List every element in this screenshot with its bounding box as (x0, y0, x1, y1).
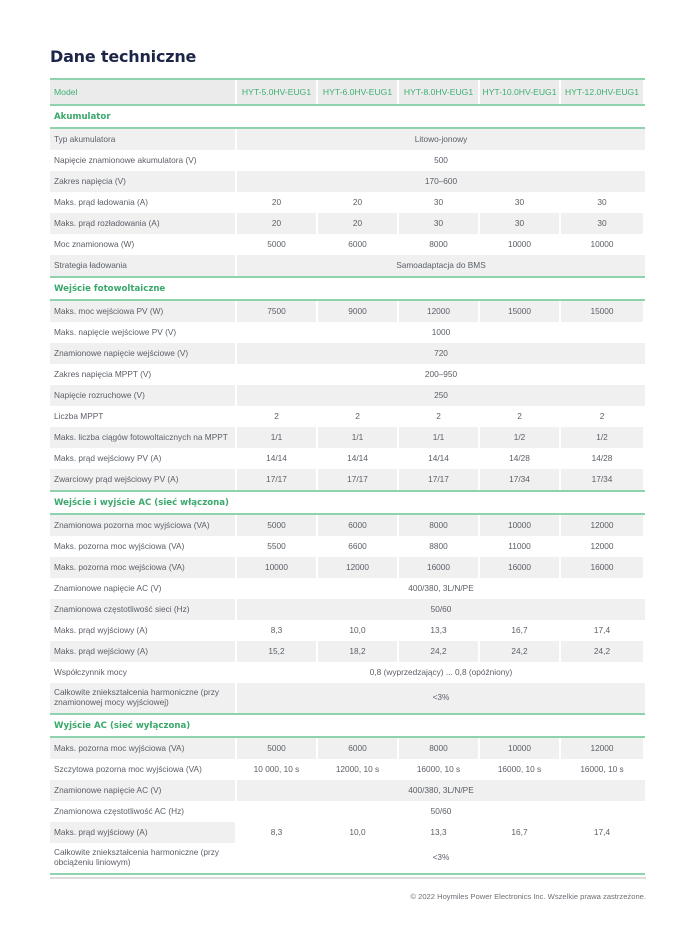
row-label: Napięcie znamionowe akumulatora (V) (54, 154, 197, 165)
table-row (50, 385, 645, 406)
row-label: Maks. liczba ciągów fotowoltaicznych na MPPT (50, 427, 235, 448)
table-row (50, 536, 645, 557)
row-value: 24,2 (561, 641, 643, 662)
row-value: 200–950 (424, 368, 458, 379)
table-row (50, 515, 645, 536)
row-value: 13,3 (430, 624, 447, 635)
table-row (50, 822, 645, 843)
row-label: Maks. prąd ładowania (A) (54, 196, 149, 207)
header-model-3: HYT-8.0HV-EUG1 (399, 80, 478, 104)
table-row (50, 557, 645, 578)
row-value: 15,2 (237, 641, 316, 662)
row-value: 6000 (348, 238, 367, 249)
row-label: Znamionowa częstotliwość AC (Hz) (54, 805, 185, 816)
table-row (50, 343, 645, 364)
row-value: 1/1 (237, 427, 316, 448)
row-value: 8800 (429, 540, 448, 551)
row-value: 1/1 (318, 427, 397, 448)
row-label: Maks. prąd wejściowy (A) (50, 641, 235, 662)
table-row (50, 364, 645, 385)
table-row (50, 759, 645, 780)
table-row (50, 192, 645, 213)
row-label: Napięcie rozruchowe (V) (50, 385, 235, 406)
row-value: 1/2 (480, 427, 559, 448)
table-row (50, 129, 645, 150)
row-value: 30 (561, 213, 643, 234)
row-value: 30 (433, 196, 444, 207)
row-value: 50/60 (237, 599, 645, 620)
table-row (50, 322, 645, 343)
table-bottom-rule (50, 873, 645, 875)
section-pv-title: Wejście fotowoltaiczne (50, 276, 645, 301)
table-row (50, 406, 645, 427)
row-label: Szczytowa pozorna moc wyjściowa (VA) (54, 763, 202, 774)
row-value: 2 (355, 410, 360, 421)
row-value: 30 (597, 196, 607, 207)
row-value: 5000 (267, 238, 286, 249)
table-row (50, 213, 645, 234)
row-value: 10 000, 10 s (253, 763, 300, 774)
row-value: 12000 (318, 557, 397, 578)
row-value: 17,4 (593, 624, 611, 635)
row-value: 15000 (561, 301, 643, 322)
row-value: 17/34 (480, 469, 559, 490)
row-value: 14/14 (347, 452, 368, 463)
row-value: 5000 (237, 738, 316, 759)
copyright-footer: © 2022 Hoymiles Power Electronics Inc. Wszelkie prawa zastrzeżone. (410, 892, 646, 901)
row-value: 20 (318, 213, 397, 234)
row-label: Maks. prąd rozładowania (A) (50, 213, 235, 234)
row-label: Znamionowe napięcie AC (V) (50, 780, 235, 801)
table-row (50, 662, 645, 683)
row-value: 400/380, 3L/N/PE (237, 780, 645, 801)
row-value: 14/28 (591, 452, 613, 463)
row-value: 8000 (429, 238, 448, 249)
row-value: 170–600 (237, 171, 645, 192)
row-label: Zakres napięcia MPPT (V) (54, 368, 152, 379)
row-value: 16000, 10 s (416, 763, 461, 774)
table-row (50, 801, 645, 822)
row-value: <3% (432, 852, 450, 863)
row-label: Całkowite zniekształcenia harmoniczne (przy obciążeniu liniowym) (54, 847, 220, 867)
row-value: 1/2 (561, 427, 643, 448)
row-value: 2 (436, 410, 441, 421)
row-value: 50/60 (430, 805, 452, 816)
row-value: 10,0 (349, 624, 366, 635)
table-row (50, 641, 645, 662)
row-label: Maks. pozorna moc wejściowa (VA) (50, 557, 235, 578)
row-value: 30 (480, 213, 559, 234)
row-value: 16000, 10 s (497, 763, 542, 774)
row-value: 17,4 (593, 826, 611, 837)
row-value: 12000 (399, 301, 478, 322)
row-label: Maks. prąd wejściowy PV (A) (54, 452, 162, 463)
row-value: 17/17 (399, 469, 478, 490)
row-value: 24,2 (399, 641, 478, 662)
row-value: 1000 (431, 326, 451, 337)
table-row (50, 599, 645, 620)
row-value: 500 (434, 154, 448, 165)
row-value: 30 (514, 196, 525, 207)
row-label: Znamionowe napięcie AC (V) (54, 582, 162, 593)
row-value: 0,8 (wyprzedzający) ... 0,8 (opóźniony) (369, 666, 513, 677)
row-value: 9000 (318, 301, 397, 322)
row-value: 8000 (399, 515, 478, 536)
table-header-row (50, 78, 645, 106)
row-label: Moc znamionowa (W) (54, 238, 135, 249)
row-value: 250 (237, 385, 645, 406)
row-value: 720 (237, 343, 645, 364)
row-label: Maks. pozorna moc wyjściowa (VA) (54, 540, 185, 551)
row-value: 13,3 (430, 826, 447, 837)
row-label: Typ akumulatora (50, 129, 235, 150)
row-label: Maks. prąd wyjściowy (A) (50, 822, 235, 843)
table-row (50, 427, 645, 448)
header-model-5: HYT-12.0HV-EUG1 (561, 80, 643, 104)
row-label: Liczba MPPT (54, 410, 104, 421)
row-label: Współczynnik mocy (54, 666, 127, 677)
row-value: 12000 (590, 540, 614, 551)
table-row (50, 843, 645, 873)
table-row (50, 738, 645, 759)
row-value: 7500 (237, 301, 316, 322)
row-value: 16,7 (511, 826, 528, 837)
row-value: 10000 (507, 238, 532, 249)
header-model-label: Model (50, 80, 235, 104)
header-model-4: HYT-10.0HV-EUG1 (480, 80, 559, 104)
row-value: 16000 (561, 557, 643, 578)
row-value: 12000 (561, 738, 643, 759)
row-value: 15000 (480, 301, 559, 322)
row-value: <3% (237, 683, 645, 713)
row-value: 20 (237, 213, 316, 234)
row-value: 10000 (480, 738, 559, 759)
row-value: 17/17 (318, 469, 397, 490)
row-value: 6600 (348, 540, 367, 551)
row-value: 8000 (399, 738, 478, 759)
table-row (50, 469, 645, 490)
row-value: 11000 (508, 540, 531, 551)
table-row (50, 780, 645, 801)
row-label: Znamionowe napięcie wejściowe (V) (50, 343, 235, 364)
row-value: 5500 (267, 540, 286, 551)
row-value: 24,2 (480, 641, 559, 662)
spec-table (50, 78, 645, 875)
section-ac-on-grid-title: Wejście i wyjście AC (sieć włączona) (50, 490, 645, 515)
row-value: 6000 (318, 738, 397, 759)
row-value: Litowo-jonowy (237, 129, 645, 150)
section-ac-off-grid-title: Wyjście AC (sieć wyłączona) (50, 713, 645, 738)
row-value: Samoadaptacja do BMS (237, 255, 645, 276)
table-row (50, 683, 645, 713)
row-label: Strategia ładowania (50, 255, 235, 276)
table-row (50, 255, 645, 276)
row-value: 2 (274, 410, 279, 421)
row-value: 14/28 (509, 452, 530, 463)
row-value: 16,7 (511, 624, 528, 635)
table-row (50, 150, 645, 171)
row-value: 8,3 (270, 826, 283, 837)
row-value: 20 (271, 196, 282, 207)
row-label: Maks. moc wejściowa PV (W) (50, 301, 235, 322)
row-label: Zakres napięcia (V) (50, 171, 235, 192)
footer-divider (50, 877, 646, 879)
row-value: 5000 (237, 515, 316, 536)
row-value: 30 (399, 213, 478, 234)
row-value: 14/14 (428, 452, 449, 463)
row-value: 2 (599, 410, 605, 421)
row-label: Całkowite zniekształcenia harmoniczne (przy znamionowej mocy wyjściowej) (50, 683, 235, 713)
row-value: 12000 (561, 515, 643, 536)
table-row (50, 448, 645, 469)
row-label: Maks. napięcie wejściowe PV (V) (54, 326, 177, 337)
section-battery-title: Akumulator (50, 106, 645, 129)
row-label: Znamionowa pozorna moc wyjściowa (VA) (50, 515, 235, 536)
row-value: 1/1 (399, 427, 478, 448)
table-row (50, 234, 645, 255)
row-value: 20 (352, 196, 363, 207)
table-row (50, 301, 645, 322)
row-value: 17/34 (561, 469, 643, 490)
header-model-2: HYT-6.0HV-EUG1 (318, 80, 397, 104)
row-value: 17/17 (237, 469, 316, 490)
table-row (50, 620, 645, 641)
row-value: 12000, 10 s (335, 763, 380, 774)
row-value: 10000 (590, 238, 614, 249)
row-value: 400/380, 3L/N/PE (408, 582, 474, 593)
row-value: 16000 (480, 557, 559, 578)
row-label: Maks. prąd wyjściowy (A) (54, 624, 148, 635)
row-value: 10000 (480, 515, 559, 536)
row-value: 10000 (237, 557, 316, 578)
header-model-1: HYT-5.0HV-EUG1 (237, 80, 316, 104)
table-row (50, 171, 645, 192)
page-title: Dane techniczne (50, 47, 197, 66)
row-value: 16000 (399, 557, 478, 578)
row-label: Znamionowa częstotliwość sieci (Hz) (50, 599, 235, 620)
row-value: 16000, 10 s (580, 763, 624, 774)
table-row (50, 578, 645, 599)
row-label: Zwarciowy prąd wejściowy PV (A) (50, 469, 235, 490)
row-label: Maks. pozorna moc wyjściowa (VA) (50, 738, 235, 759)
row-value: 14/14 (266, 452, 287, 463)
row-value: 2 (517, 410, 522, 421)
row-value: 18,2 (318, 641, 397, 662)
row-value: 6000 (318, 515, 397, 536)
row-value: 8,3 (270, 624, 283, 635)
row-value: 10,0 (349, 826, 366, 837)
